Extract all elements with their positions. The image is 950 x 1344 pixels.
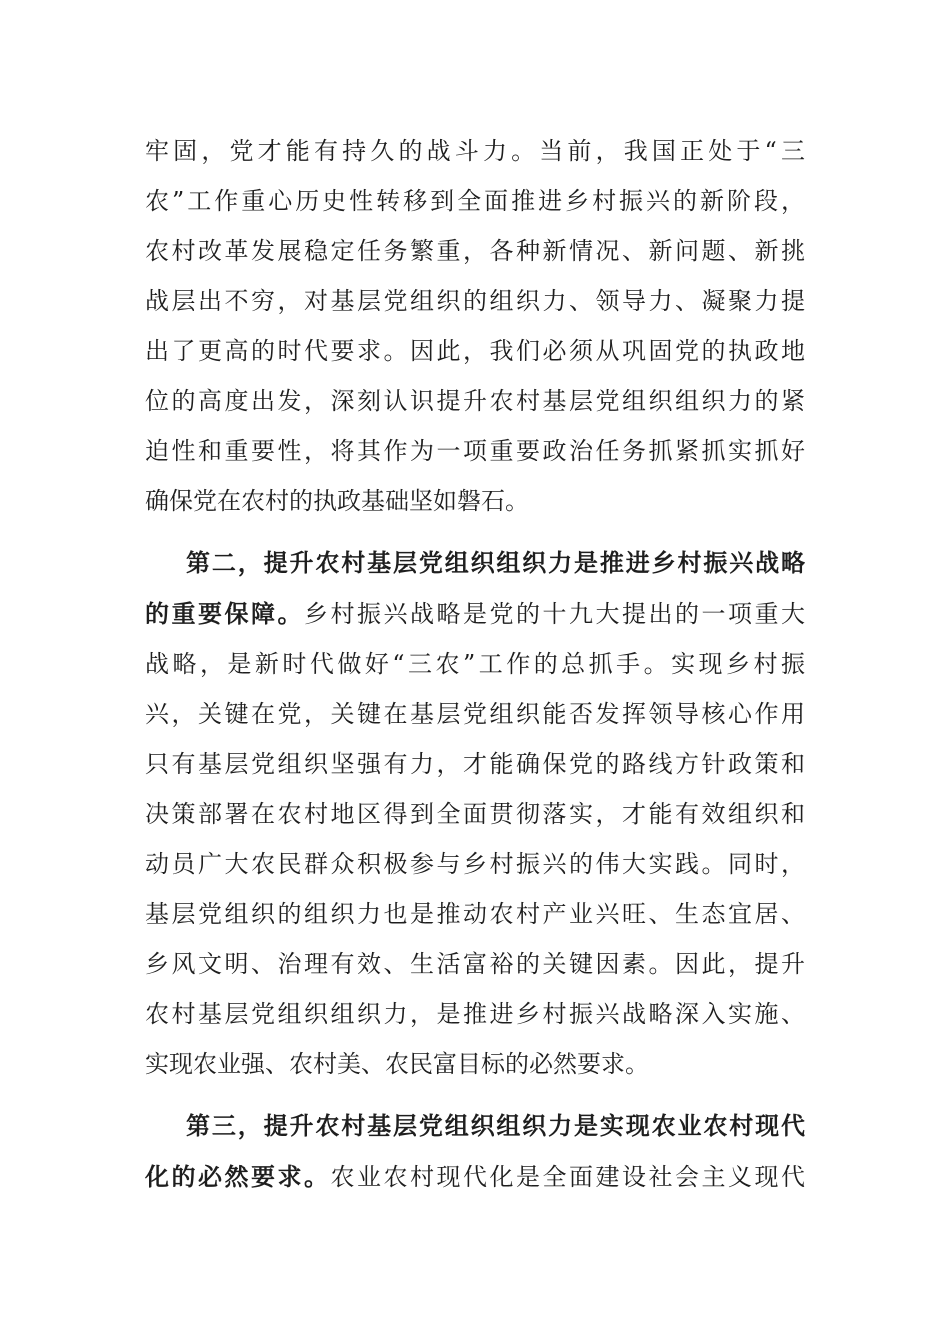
paragraph-2-line: 实现农业强、农村美、农民富目标的必然要求。: [145, 1050, 649, 1078]
paragraph-2-heading-bold: 第二，提升农村基层党组织组织力是推进乡村振兴战略: [186, 548, 805, 577]
paragraph-2-line: 兴，关键在党，关键在基层党组织能否发挥领导核心作用: [145, 700, 805, 728]
paragraph-2-heading: [186, 543, 805, 583]
paragraph-2-line: [145, 594, 805, 634]
paragraph-2-line: 乡风文明、治理有效、生活富裕的关键因素。因此，提升: [145, 950, 805, 978]
paragraph-2-text: 乡村振兴战略是党的十九大提出的一项重大: [304, 600, 805, 628]
paragraph-2-line: 决策部署在农村地区得到全面贯彻落实，才能有效组织和: [145, 800, 805, 828]
paragraph-2-line: 基层党组织的组织力也是推动农村产业兴旺、生态宜居、: [145, 900, 805, 928]
paragraph-2-line: 动员广大农民群众积极参与乡村振兴的伟大实践。同时，: [145, 850, 805, 878]
paragraph-3-text: 农业农村现代化是全面建设社会主义现代: [330, 1163, 805, 1191]
paragraph-1-line: 农”工作重心历史性转移到全面推进乡村振兴的新阶段，: [145, 187, 805, 215]
paragraph-1-line: 牢固，党才能有持久的战斗力。当前，我国正处于“三: [145, 137, 805, 165]
paragraph-1-line: 出了更高的时代要求。因此，我们必须从巩固党的执政地: [145, 337, 805, 365]
paragraph-2-line: 只有基层党组织坚强有力，才能确保党的路线方针政策和: [145, 750, 805, 778]
paragraph-1-line: 农村改革发展稳定任务繁重，各种新情况、新问题、新挑: [145, 237, 805, 265]
paragraph-1-line: 位的高度出发，深刻认识提升农村基层党组织组织力的紧: [145, 387, 805, 415]
paragraph-2-line: 战略，是新时代做好“三农”工作的总抓手。实现乡村振: [145, 650, 805, 678]
paragraph-1-line: 确保党在农村的执政基础坚如磐石。: [145, 487, 529, 515]
paragraph-1-line: 迫性和重要性，将其作为一项重要政治任务抓紧抓实抓好: [145, 437, 805, 465]
paragraph-3-heading: [186, 1106, 805, 1146]
paragraph-3-heading-bold: 化的必然要求。: [145, 1162, 331, 1191]
paragraph-3-line: [145, 1157, 805, 1197]
paragraph-2-heading-bold: 的重要保障。: [145, 599, 304, 628]
paragraph-3-heading-bold: 第三，提升农村基层党组织组织力是实现农业农村现代: [186, 1111, 805, 1140]
paragraph-1-line: 战层出不穷，对基层党组织的组织力、领导力、凝聚力提: [145, 287, 805, 315]
paragraph-2-line: 农村基层党组织组织力，是推进乡村振兴战略深入实施、: [145, 1000, 805, 1028]
